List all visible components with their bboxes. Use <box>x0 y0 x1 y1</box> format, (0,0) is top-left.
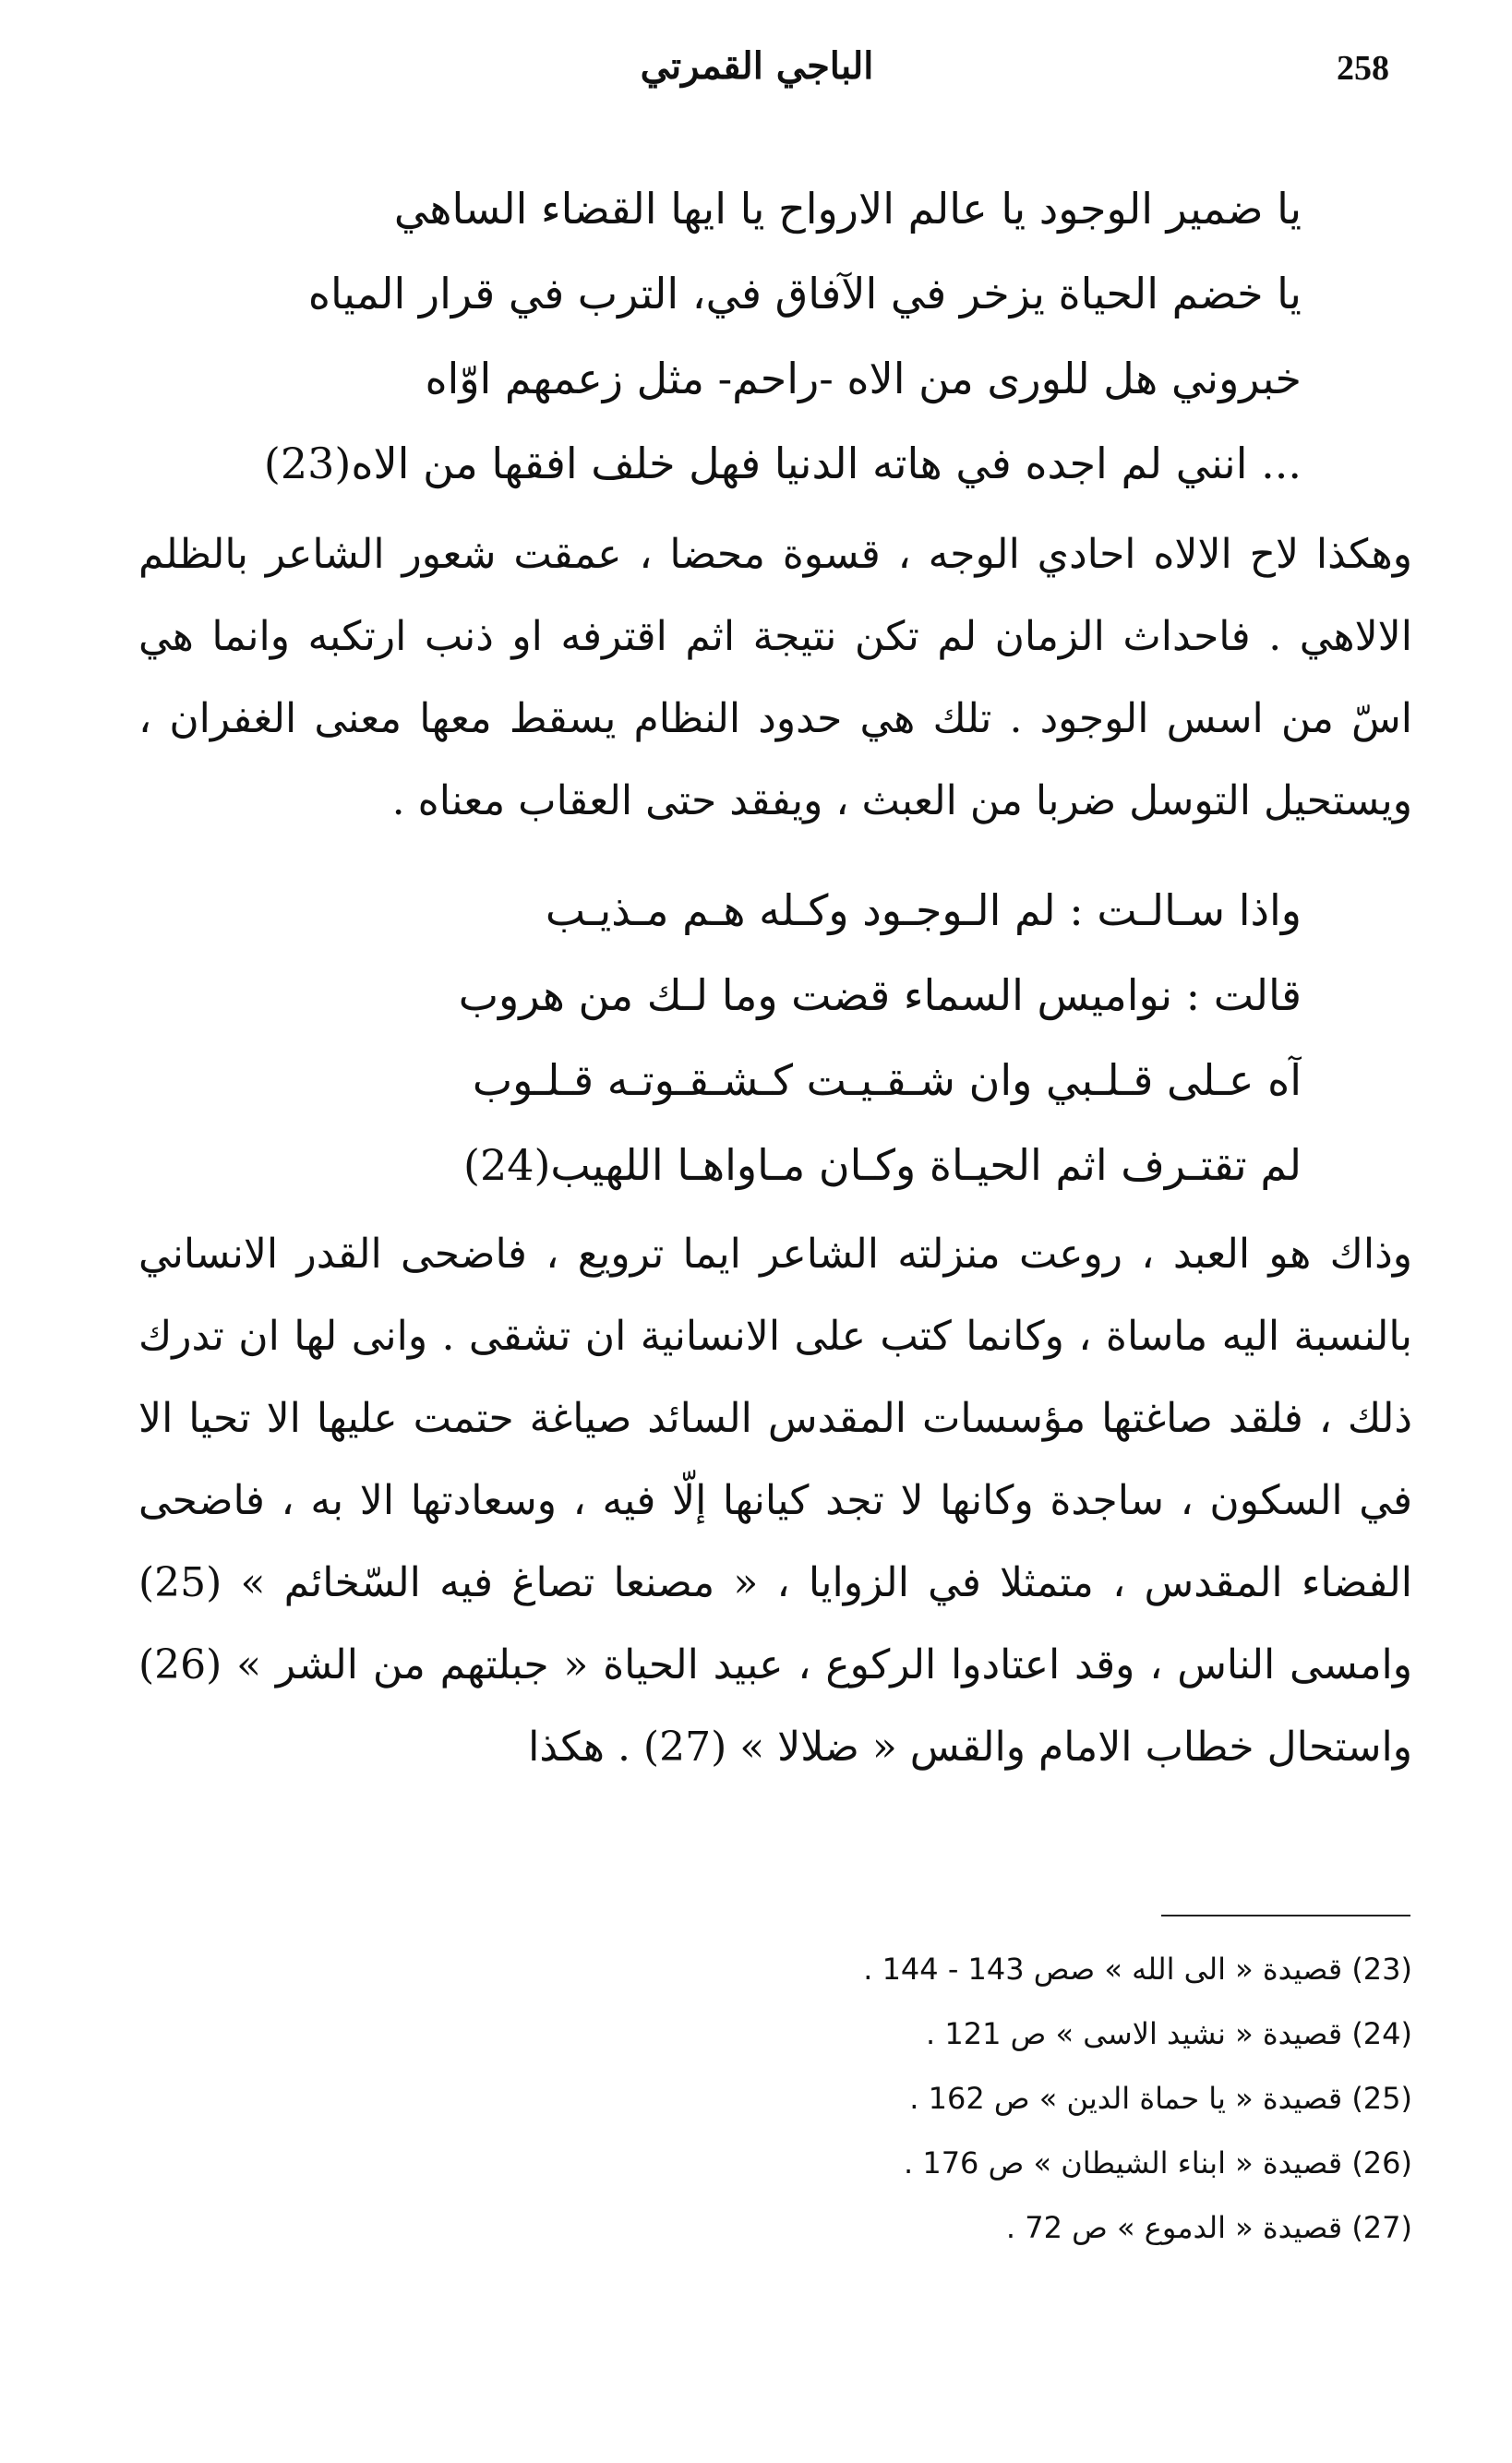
paragraph-text: وذاك هو العبد ، روعت منزلته الشاعر ايما ترويع ، فاضحى القدر الانساني بالنسبة اليه ماساة ، وكانما كتب على الانسانية ان تشقى . وانى لها ان تدرك ذلك ، فلقد صاغتها مؤسسات المقدس السائد صياغة حتمت عليها الا تحيا الا في السكون ، ساجدة وكانها لا تجد كيانها إلّا فيه ، وسعادتها الا به ، فاضحى الفضاء المقدس ، متمثلا في الزوايا ، « مصنعا تصاغ فيه السّخائم » (25) وامسى الناس ، وقد اعتادوا الركوع ، عبيد الحياة « جبلتهم من الشر » (26) واستحال خطاب الامام والقس « ضلالا » (27) . هكذا <box>138 1231 1412 1771</box>
verse-stanza-1 <box>166 166 1302 506</box>
prose-paragraph-1 <box>138 513 1412 842</box>
footnote: (27) قصيدة « الدموع » ص 72 . <box>1005 2210 1412 2245</box>
paragraph-text: وهكذا لاح الالاه احادي الوجه ، قسوة محضا ، عمقت شعور الشاعر بالظلم الالاهي . فاحداث الزمان لم تكن نتيجة اثم اقترفه او ذنب ارتكبه وانما هي اسّ من اسس الوجود . تلك هي حدود النظام يسقط معها معنى الغفران ، ويستحيل التوسل ضربا من العبث ، ويفقد حتى العقاب معناه . <box>138 531 1412 824</box>
footnote: (23) قصيدة « الى الله » صص 143 - 144 . <box>863 1952 1412 1987</box>
verse-line: لم تقتـرف اثم الحيـاة وكـان مـاواهـا اللهيب(24) <box>462 1140 1302 1190</box>
footnote: (26) قصيدة « ابناء الشيطان » ص 176 . <box>903 2145 1412 2181</box>
verse-stanza-2 <box>231 868 1302 1207</box>
footnote: (25) قصيدة « يا حماة الدين » ص 162 . <box>909 2081 1412 2116</box>
verse-line: واذا سـالـت : لم الـوجـود وكـله هـم مـذيـب <box>545 885 1302 935</box>
verse-line: يا ضمير الوجود يا عالم الارواح يا ايها القضاء الساهي <box>393 184 1302 234</box>
verse-line: ... انني لم اجده في هاته الدنيا فهل خلف افقها من الاه(23) <box>263 439 1302 488</box>
page-number: 258 <box>1337 49 1389 88</box>
footnote-divider <box>1161 1915 1410 1916</box>
verse-line: آه عـلى قـلـبي وان شـقـيـت كـشـقـوتـه قـلـوب <box>472 1055 1302 1105</box>
footnotes <box>646 1937 1412 2260</box>
verse-line: قالت : نواميس السماء قضت وما لـك من هروب <box>458 970 1302 1020</box>
prose-paragraph-2 <box>138 1213 1412 1788</box>
footnote: (24) قصيدة « نشيد الاسى » ص 121 . <box>926 2016 1412 2051</box>
verse-line: خبروني هل للورى من الاه -راحم- مثل زعمهم اوّاه <box>425 354 1302 403</box>
running-title: الباجي القمرتي <box>640 44 874 88</box>
verse-line: يا خضم الحياة يزخر في الآفاق في، الترب في قرار المياه <box>307 269 1302 318</box>
